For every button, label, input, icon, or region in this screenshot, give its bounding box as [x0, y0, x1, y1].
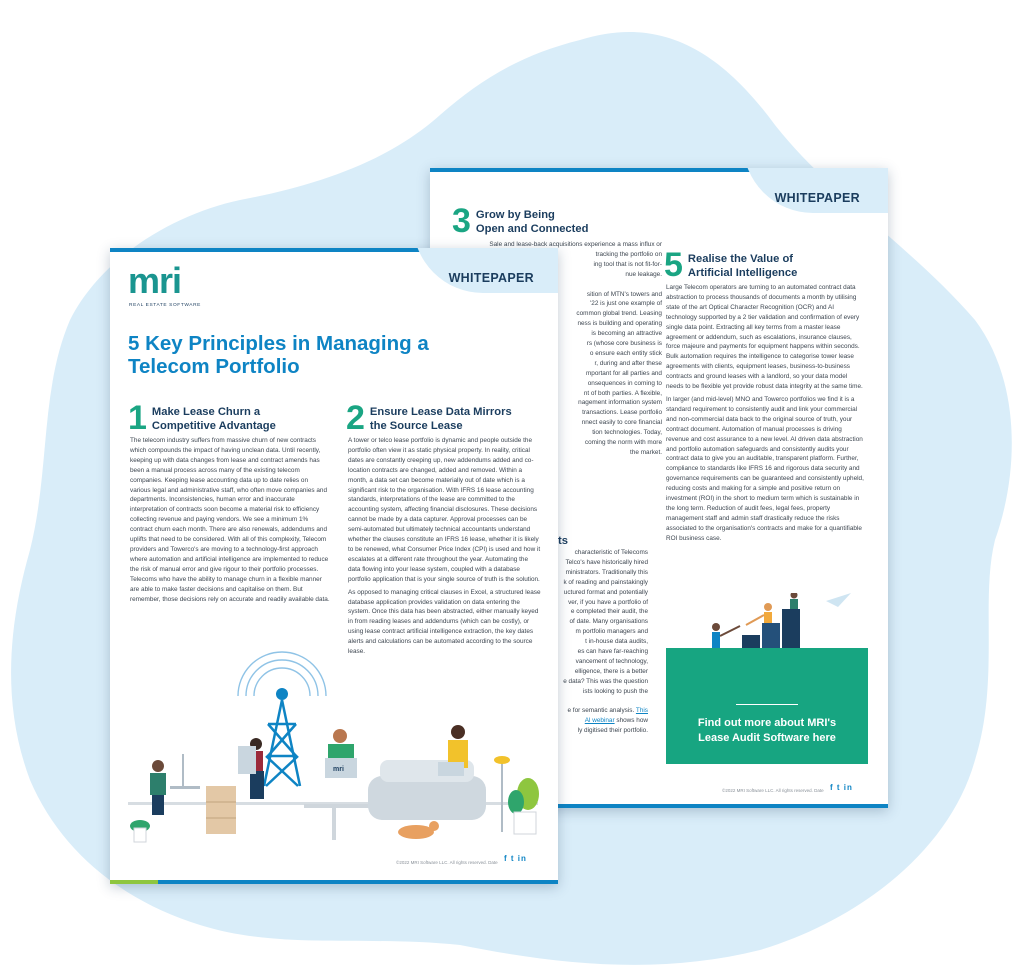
- text-line: tracking the portfolio on: [595, 250, 662, 258]
- front-page: [110, 248, 558, 884]
- text-line: onsequences in coming to: [587, 379, 662, 387]
- text-line: nnect easily to core financial: [581, 419, 662, 427]
- text-line: is becoming an attractive: [591, 330, 662, 338]
- text-line: Sale and lease-back acquisitions experience a mass influx or: [489, 241, 662, 248]
- section-1-body: The telecom industry suffers from massive churn of new contracts which compounds the impact of having unclean data. Until recently, keeping up with data changes from lease and contract amends has been a manual process across many of the existing telecom companies. Keeping lease accounting data up to date relies on various legal and administrative staff, who often move companies and departments. Inconsistencies, human error and inaccurate interpretation of contracts soon become a material risk to efficiency collecting revenue and paying vendors. We see a minimum 1% contract churn each month. There are also renewals, addendums and uplifts that need to be considered. With all of this complexity, Telecom providers and Towerco's are moving to a technology-first approach where automation and artificial intelligence are implemented to reduce the risk of manual error and give rigour to their portfolio processes. Telecoms who have the ability to manage churn in a flexible manner are able to make faster decisions and capitalise on them. But remember, those decisions rely on accurate and readily available data.: [130, 437, 330, 603]
- text-line: mportant for all parties and: [585, 369, 662, 377]
- text-line: t in-house data audits,: [585, 638, 648, 646]
- text-line: common global trend. Leasing: [576, 310, 662, 318]
- text-line: ists looking to push the: [582, 687, 648, 695]
- front-page-bottom-accent: [110, 880, 158, 884]
- section-number: 1: [128, 399, 147, 437]
- text-line: o ensure each entity stick: [589, 349, 662, 357]
- front-page-footer: ©2022 MRI Software LLC. All rights reserved. Date: [396, 860, 498, 865]
- mri-logo: mri: [128, 260, 182, 301]
- cta-underline: [736, 704, 798, 705]
- text-line: rs (whose core business is: [586, 340, 662, 348]
- text-line: k of reading and painstakingly: [563, 578, 648, 586]
- text-line: e data? This was the question: [563, 677, 648, 685]
- section-4-link-line: e for semantic analysis. This: [567, 707, 648, 714]
- office-workers-illustration: [118, 636, 548, 854]
- section-4-webinar-line: Al webinar shows how: [584, 717, 648, 724]
- text-line: tion technologies. Today,: [592, 429, 662, 437]
- text-line: ness is building and operating: [577, 320, 662, 328]
- ai-webinar-link[interactable]: Al webinar: [584, 717, 615, 724]
- text-line: coming the norm with more: [584, 439, 662, 447]
- this-link[interactable]: This: [635, 707, 648, 714]
- text-line: ing tool that is not fit-for-: [593, 260, 662, 268]
- front-page-social-icons[interactable]: f t in: [504, 854, 527, 863]
- section-number: 5: [664, 246, 683, 284]
- section-number: 2: [346, 399, 365, 437]
- text-line: nt of both parties. A flexible,: [583, 389, 662, 397]
- back-page-footer: ©2022 MRI Software LLC. All rights reserved. Date: [722, 788, 824, 793]
- text-line: elligence, there is a better: [574, 667, 648, 675]
- text-line: es can have far-reaching: [577, 648, 648, 656]
- logo-tagline: REAL ESTATE SOFTWARE: [129, 303, 201, 308]
- text-line: nagement information system: [578, 399, 662, 407]
- text-line: vancement of technology,: [575, 657, 648, 665]
- text-line: m portfolio managers and: [575, 628, 648, 636]
- laptop-logo: mri: [333, 766, 344, 773]
- text-line: ver, if you have a portfolio of: [568, 598, 648, 606]
- front-page-bottom-bar: [110, 880, 558, 884]
- cta-banner[interactable]: Find out more about MRI's Lease Audit Software here: [666, 648, 868, 764]
- text-line: '22 is just one example of: [590, 300, 662, 308]
- text-line: e completed their audit, the: [570, 608, 648, 616]
- section-1-heading: 1 Make Lease Churn a Competitive Advantage: [128, 399, 276, 437]
- document-title: 5 Key Principles in Managing a Telecom Portfolio: [128, 332, 429, 378]
- text-line: r, during and after these: [594, 359, 662, 367]
- text-line: the market.: [630, 449, 662, 457]
- section-2-heading: 2 Ensure Lease Data Mirrors the Source Lease: [346, 399, 512, 437]
- section-4-heading: ts: [558, 535, 568, 547]
- section-2-body: A tower or telco lease portfolio is dynamic and people outside the portfolio often view it as static physical property. In reality, critical dates are constantly creeping up, new addendums added and co-location contracts are changed, added and removed. Within a month, a data set can become materially out of date which is a significant risk to the organisation. With IFRS 16 lease accounting standards, interpretations of the lease are committed to the accounting system, affecting financial disclosures. These decisions cannot be made by a data capturer. Approval processes can be semi-automated but ultimately technical accountants understand whether the clauses constitute an IFRS 16 lease, whether it is likely to be renewed, what Consumer Price Index (CPI) is used and how it escalates at a different rate throughout the year. Automating the data flowing into your lease system, coupled with a database portfolio application that is your single source of truth is the solution. As opposed to managing critical clauses in Excel, a structured lease database application provides validation on data entering the system. Once this data has been abstracted, either manually keyed in from reading leases and addendums (which can be costly), or using lease contract artificial intelligence extraction, the key dates alerts and calculations can be automated according to the source lease.: [348, 437, 541, 656]
- text-line: nue leakage.: [625, 270, 662, 278]
- section-5-heading: 5 Realise the Value of Artificial Intelligence: [664, 246, 798, 284]
- section-4-last-line: ly digitised their portfolio.: [577, 727, 648, 734]
- section-number: 3: [452, 202, 471, 240]
- text-line: ministrators. Traditionally this: [565, 568, 648, 576]
- text-line: uctured format and potentially: [563, 588, 648, 596]
- whitepaper-label: WHITEPAPER: [448, 271, 534, 285]
- text-line: transactions. Lease portfolio: [582, 409, 662, 417]
- section-5-body: Large Telecom operators are turning to an automated contract data abstraction to process thousands of documents a month by utilising state of the art Optical Character Recognition (OCR) and AI technology supported by a 2 tier validation and confirmation of every single data point. Extracting all key terms from a master lease agreement or addendum, such as escalations, insurance clauses, force majeure and payments for equipment happens within seconds. Bulk automation requires the intelligence to categorise tower lease agreements with clients, equipment leases, business-to-business contracts and ground leases with a landlord, so your data model needs to be flexible yet provide robust data integrity at the same time. In larger (and mid-level) MNO and Towerco portfolios we find it is a standard requirement to consistently audit and link your commercial and non-commercial data back to the original source of truth, your contract document. Automation of manual processes is driving revenue and cost assurance to a new level. AI driven data abstraction and portfolio automation safeguards and consistently audits your contract data to give you an auditable, transparent platform. Further, compliance to standards like IFRS 16 and rigorous data security and governance requirements can be guaranteed and consistently upheld, reducing costs and making for a simple and positive return on investment (ROI) in the short to medium term which is sustainable in the long term. Reduction of audit fees, legal fees, property management staff and admin staff drastically reduce the risks associated to the organisation's contracts and make for a quantifiable ROI business case.: [666, 284, 864, 542]
- section-3-heading: 3 Grow by Being Open and Connected: [452, 202, 589, 240]
- text-line: Telco's have historically hired: [565, 558, 648, 566]
- text-line: sition of MTN's towers and: [586, 290, 662, 298]
- whitepaper-label: WHITEPAPER: [774, 191, 860, 205]
- text-line: characteristic of Telecoms: [574, 549, 648, 556]
- back-page-social-icons[interactable]: f t in: [830, 783, 853, 792]
- text-line: of date. Many organisations: [569, 618, 648, 626]
